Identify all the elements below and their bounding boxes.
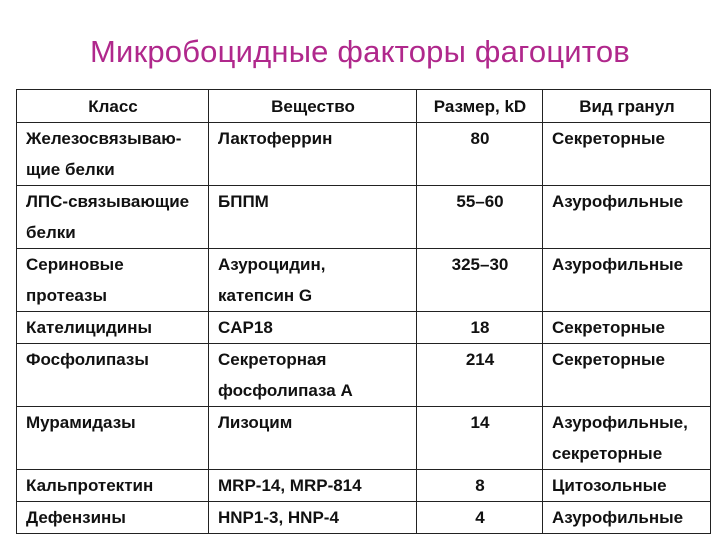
cell-class — [17, 407, 209, 470]
cell-granules — [543, 470, 711, 502]
cell-granules-line: секреторные — [552, 444, 663, 463]
table-row — [17, 249, 711, 312]
cell-granules — [543, 344, 711, 407]
table-row — [17, 186, 711, 249]
cell-size: 214 — [417, 344, 543, 407]
cell-granules — [543, 407, 711, 470]
table-row — [17, 502, 711, 534]
cell-granules-line: Секреторные — [552, 318, 665, 337]
cell-substance-line: фосфолипаза А — [218, 381, 353, 400]
cell-granules — [543, 186, 711, 249]
cell-class — [17, 186, 209, 249]
cell-size: 325–30 — [417, 249, 543, 312]
table-row — [17, 407, 711, 470]
cell-substance-line: Секреторная — [218, 350, 327, 369]
table-header-row — [17, 90, 711, 123]
cell-class-line: Сериновые — [26, 255, 124, 274]
cell-substance — [209, 502, 417, 534]
cell-substance-line: Лактоферрин — [218, 129, 333, 148]
cell-class-line: щие белки — [26, 160, 115, 179]
cell-granules-line: Азурофильные — [552, 508, 684, 527]
cell-substance — [209, 344, 417, 407]
cell-substance — [209, 470, 417, 502]
cell-granules-line: Секреторные — [552, 350, 665, 369]
cell-size: 80 — [417, 123, 543, 186]
cell-granules-line: Цитозольные — [552, 476, 667, 495]
cell-class — [17, 249, 209, 312]
cell-substance-line: HNP1-3, HNP-4 — [218, 508, 339, 527]
cell-class — [17, 123, 209, 186]
table-row — [17, 344, 711, 407]
cell-class — [17, 312, 209, 344]
cell-substance — [209, 312, 417, 344]
cell-substance — [209, 407, 417, 470]
cell-substance — [209, 249, 417, 312]
cell-granules-line: Азурофильные, — [552, 413, 688, 432]
cell-class-line: Дефензины — [26, 508, 126, 527]
factors-table — [16, 89, 711, 534]
cell-substance-line: БППМ — [218, 192, 269, 211]
table-row — [17, 470, 711, 502]
cell-class — [17, 470, 209, 502]
cell-class-line: Кальпротектин — [26, 476, 154, 495]
cell-substance-line: катепсин G — [218, 286, 313, 305]
cell-class — [17, 344, 209, 407]
cell-class — [17, 502, 209, 534]
table-row — [17, 312, 711, 344]
cell-substance — [209, 123, 417, 186]
cell-granules — [543, 123, 711, 186]
cell-class-line: белки — [26, 223, 76, 242]
cell-granules-line: Азурофильные — [552, 192, 684, 211]
cell-class-line: Железосвязываю- — [26, 129, 182, 148]
cell-substance-line: Азуроцидин, — [218, 255, 326, 274]
cell-size: 8 — [417, 470, 543, 502]
cell-substance-line: Лизоцим — [218, 413, 293, 432]
cell-class-line: Фосфолипазы — [26, 350, 149, 369]
table-body — [17, 123, 711, 534]
factors-table-container — [16, 89, 710, 534]
cell-size: 55–60 — [417, 186, 543, 249]
cell-substance-line: MRP-14, MRP-814 — [218, 476, 362, 495]
column-header-class: Класс — [17, 90, 209, 123]
cell-size: 14 — [417, 407, 543, 470]
table-row — [17, 123, 711, 186]
column-header-size: Размер, kD — [417, 90, 543, 123]
cell-granules-line: Азурофильные — [552, 255, 684, 274]
cell-class-line: протеазы — [26, 286, 108, 305]
slide-title: Микробоцидные факторы фагоцитов — [90, 34, 630, 69]
cell-substance-line: CAP18 — [218, 318, 273, 337]
cell-granules — [543, 249, 711, 312]
cell-size: 18 — [417, 312, 543, 344]
cell-class-line: ЛПС-связывающие — [26, 192, 190, 211]
cell-size: 4 — [417, 502, 543, 534]
cell-class-line: Кателицидины — [26, 318, 152, 337]
column-header-granules: Вид гранул — [543, 90, 711, 123]
cell-granules — [543, 312, 711, 344]
cell-granules — [543, 502, 711, 534]
column-header-substance: Вещество — [209, 90, 417, 123]
cell-substance — [209, 186, 417, 249]
cell-granules-line: Секреторные — [552, 129, 665, 148]
cell-class-line: Мурамидазы — [26, 413, 136, 432]
